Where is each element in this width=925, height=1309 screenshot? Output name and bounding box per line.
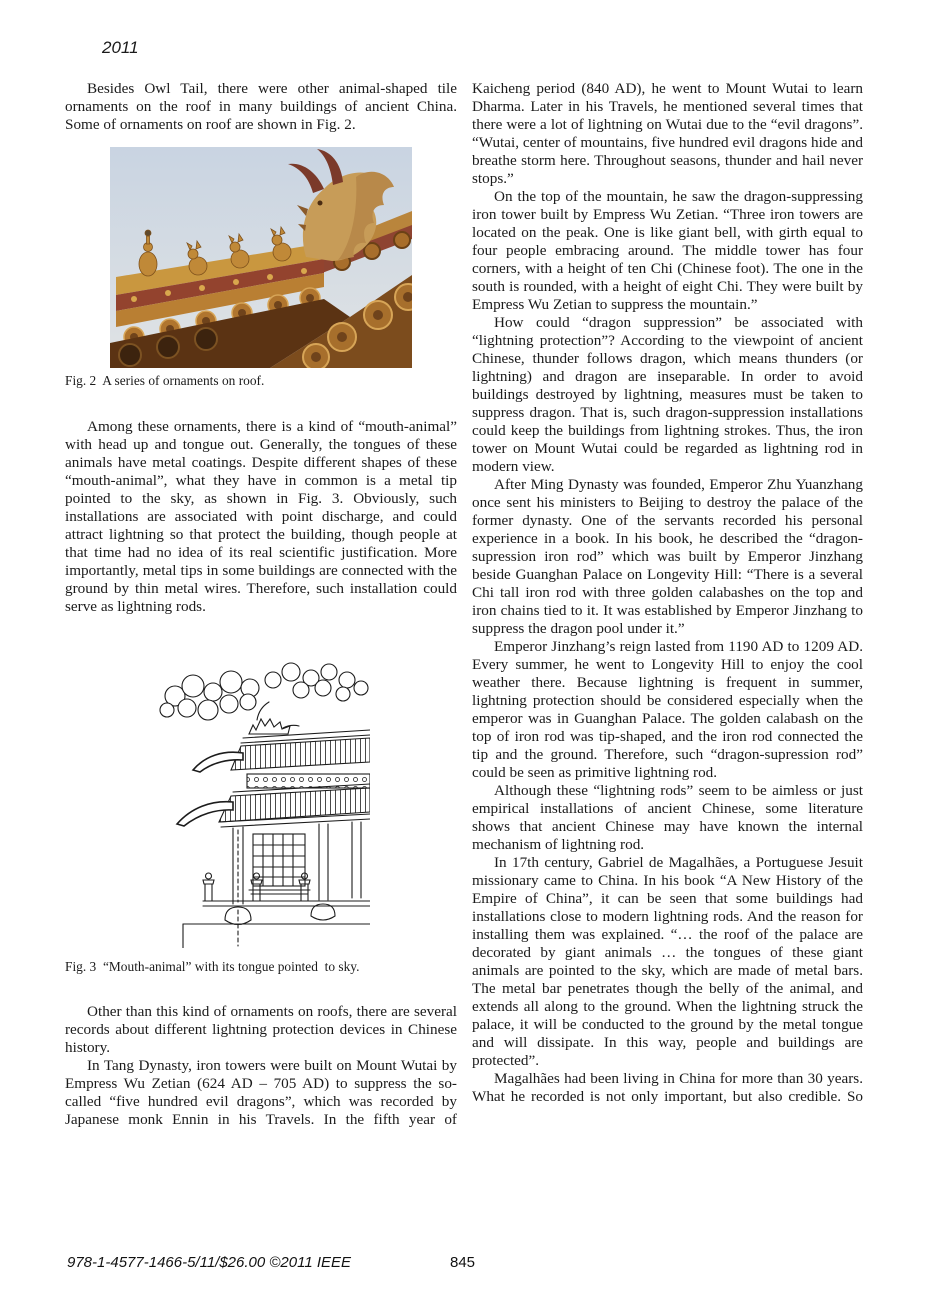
fig3-mouth-animal-drawing: [153, 658, 370, 948]
paragraph-ming-dynasty: After Ming Dynasty was founded, Emperor Zhu Yuanzhang once sent his ministers to Beijing to destroy the palace of the former dynasty. One of the servants recorded his personal experience in a book. In his book, he described the “dragon-supression iron rod” which was built by Emperor Jinzhang beside Guanghan Palace on Longevity Hill: “There is a several Chi tall iron rod with three golden calabashes on the top and iron chains tied to it. It was established by Emperor Jinzhang to suppress the dragon pool under it.”: [472, 476, 863, 637]
footer-copyright: 978-1-4577-1466-5/11/$26.00 ©2011 IEEE: [67, 1254, 352, 1271]
figure-3: [65, 658, 457, 975]
paragraph-although-rods: Although these “lightning rods” seem to be aimless or just empirical installations of ancient Chinese, some literature shows that ancient Chinese may have known the internal mechanism of lightning rod.: [472, 782, 863, 853]
right-column: [472, 80, 863, 1106]
left-column: [65, 80, 457, 1129]
paragraph-kaicheng: Kaicheng period (840 AD), he went to Mount Wutai to learn Dharma. Later in his Travels, he mentioned several times that there were a lot of lightning on Wutai due to the “evil dragons”. “Wutai, center of mountains, five hundred evil dragons hide and breathe storm here. Throughout seasons, thunder and hail never stops.”: [472, 80, 863, 187]
fig2-roof-ornaments-photo: [110, 147, 412, 368]
dougong-band: [247, 774, 370, 788]
paragraph-other-records: Other than this kind of ornaments on roofs, there are several records about different lightning protection devices in Chinese history.: [65, 1003, 457, 1056]
footer-page-number: 845: [449, 1254, 476, 1271]
paragraph-mouth-animal: Among these ornaments, there is a kind of “mouth-animal” with head up and tongue out. Generally, the tongues of these animals have metal coatings. Despite different shapes of these “mouth-animal”, what they have in common is a metal tip pointed to the sky, as shown in Fig. 3. Obviously, such installations are associated with point discharge, and could attract lightning so that protect the building, though people at that time had no idea of its real scientific justification. More importantly, metal tips in some buildings are connected with the ground by thin metal wires. Therefore, such installation could serve as lightning rods.: [65, 418, 457, 615]
paragraph-jinzhang-reign: Emperor Jinzhang’s reign lasted from 1190 AD to 1209 AD. Every summer, he went to Longevity Hill to enjoy the cool weather there. Because lightning is frequent in summer, lightning protection should be considered especially when the emperor was in Guanghan Palace. The golden calabash on the top of iron rod was tip-shaped, and the iron rod connected the tip and the ground. Therefore, such “dragon-supression rod” could be seen as primitive lightning rod.: [472, 638, 863, 781]
paragraph-magalhaes-book: In 17th century, Gabriel de Magalhães, a Portuguese Jesuit missionary came to China. In his book “A New History of the Empire of China”, it can be seen that some buildings had installations close to modern lightning rods. And the reason for installing them was explained. “… the roof of the palace are decorated by giant animals … the tongues of these giant animals are pointed to the sky, which are made of metal bars. The metal bar penetrates though the belly of the animal, and extends all along to the ground. When the lightning struck the palace, it will be conducted to the ground by the metal tongue and will dissipate. In this way, people and buildings are protected”.: [472, 854, 863, 1069]
page-header-year: 2011: [102, 38, 139, 57]
paragraph-dragon-suppression: How could “dragon suppression” be associated with “lightning protection”? According to the viewpoint of ancient Chinese, thunder follows dragon, which means thunders (or lightning) and dragon are inseparable. In order to avoid buildings destroyed by lightning, measures must be taken to suppress dragon. That is, such dragon-suppression installations could keep the buildings from lightning strokes. Thus, the iron tower on Mount Wutai could be regarded as lightning rod in modern view.: [472, 314, 863, 475]
figure-3-caption: Fig. 3 “Mouth-animal” with its tongue pointed to sky.: [65, 959, 360, 974]
figure-2: [65, 147, 457, 389]
paragraph-magalhaes-credible: Magalhães had been living in China for more than 30 years. What he recorded is not only important, but also credible. So: [472, 1070, 863, 1105]
figure-2-caption: Fig. 2 A series of ornaments on roof.: [65, 373, 265, 388]
paragraph-besides-owl-tail: Besides Owl Tail, there were other animal-shaped tile ornaments on the roof in many buildings of ancient China. Some of ornaments on roof are shown in Fig. 2.: [65, 80, 457, 133]
paragraph-tang-dynasty: In Tang Dynasty, iron towers were built on Mount Wutai by Empress Wu Zetian (624 AD – 705 AD) to suppress the so-called “five hundred evil dragons”, which was recorded by Japanese monk Ennin in his Travels. In the fifth year of: [65, 1057, 457, 1128]
paragraph-iron-tower: On the top of the mountain, he saw the dragon-suppressing iron tower built by Empress Wu Zetian. “Three iron towers are located on the peak. One is like giant bell, with girth equal to four people embracing around. The middle tower has four corners, with a height of ten Chi (Chinese foot). The one in the south is rounded, with a height of eight Chi. They were built by Empress Wu Zetian to suppress the mountain.”: [472, 188, 863, 313]
